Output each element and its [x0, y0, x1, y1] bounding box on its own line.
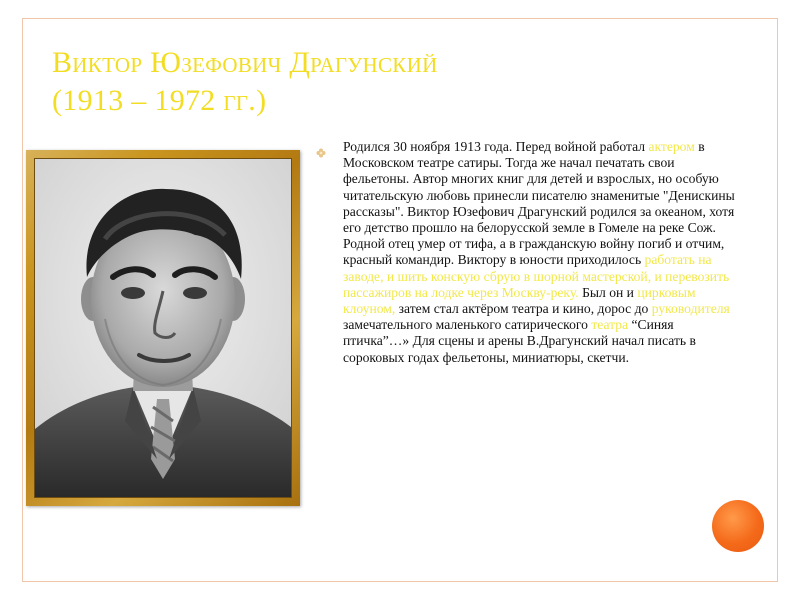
title-name: Виктор Юзефович Драгунский: [52, 46, 438, 79]
bio-link-work[interactable]: работать на заводе, и шить конскую сбрую в шорной мастерской, и перевозить пассажиров на лодке через Москву-реку.: [343, 252, 730, 300]
bio-link-actor[interactable]: актером: [648, 139, 695, 154]
bio-link-director[interactable]: руководителя: [651, 301, 730, 317]
portrait-sketch: [35, 159, 291, 497]
bio-text-part: затем стал актёром театра и кино, дорос до: [395, 301, 652, 317]
portrait-frame: [26, 150, 300, 506]
slide-title: [52, 44, 552, 120]
orange-circle-decoration: [712, 500, 764, 552]
bio-text-part: Был он и: [578, 284, 638, 300]
bio-link-theatre[interactable]: театра: [591, 317, 629, 333]
portrait-image: [34, 158, 292, 498]
flower-bullet-icon: [316, 148, 326, 158]
title-years: (1913 – 1972 гг.): [52, 84, 267, 117]
biography-text: [343, 139, 743, 366]
bio-text-part: в Московском театре сатиры. Тогда же начал печатать свои фельетоны. Автор многих книг для детей и взрослых, но особую читательскую любовь принесли писателю знаменитые "Денискины рассказы". Виктор Юзефович Драгунский родился за океаном, хотя его детство прошло на белорусской земле в Гомеле на реке Сож. Родной отец умер от тифа, а в гражданскую войну погиб и отчим, красный командир. Виктору в юности приходилось: [343, 139, 735, 268]
bio-text-part: замечательного маленького сатирического: [343, 317, 592, 333]
bio-text-part: “Синяя птичка”…» Для сцены и арены В.Драгунский начал писать в сороковых годах фельетоны, миниатюры, скетчи.: [343, 317, 696, 365]
bio-text-part: Родился 30 ноября 1913 года. Перед войной работал: [343, 139, 649, 154]
bio-link-clown[interactable]: цирковым клоуном,: [343, 284, 696, 317]
